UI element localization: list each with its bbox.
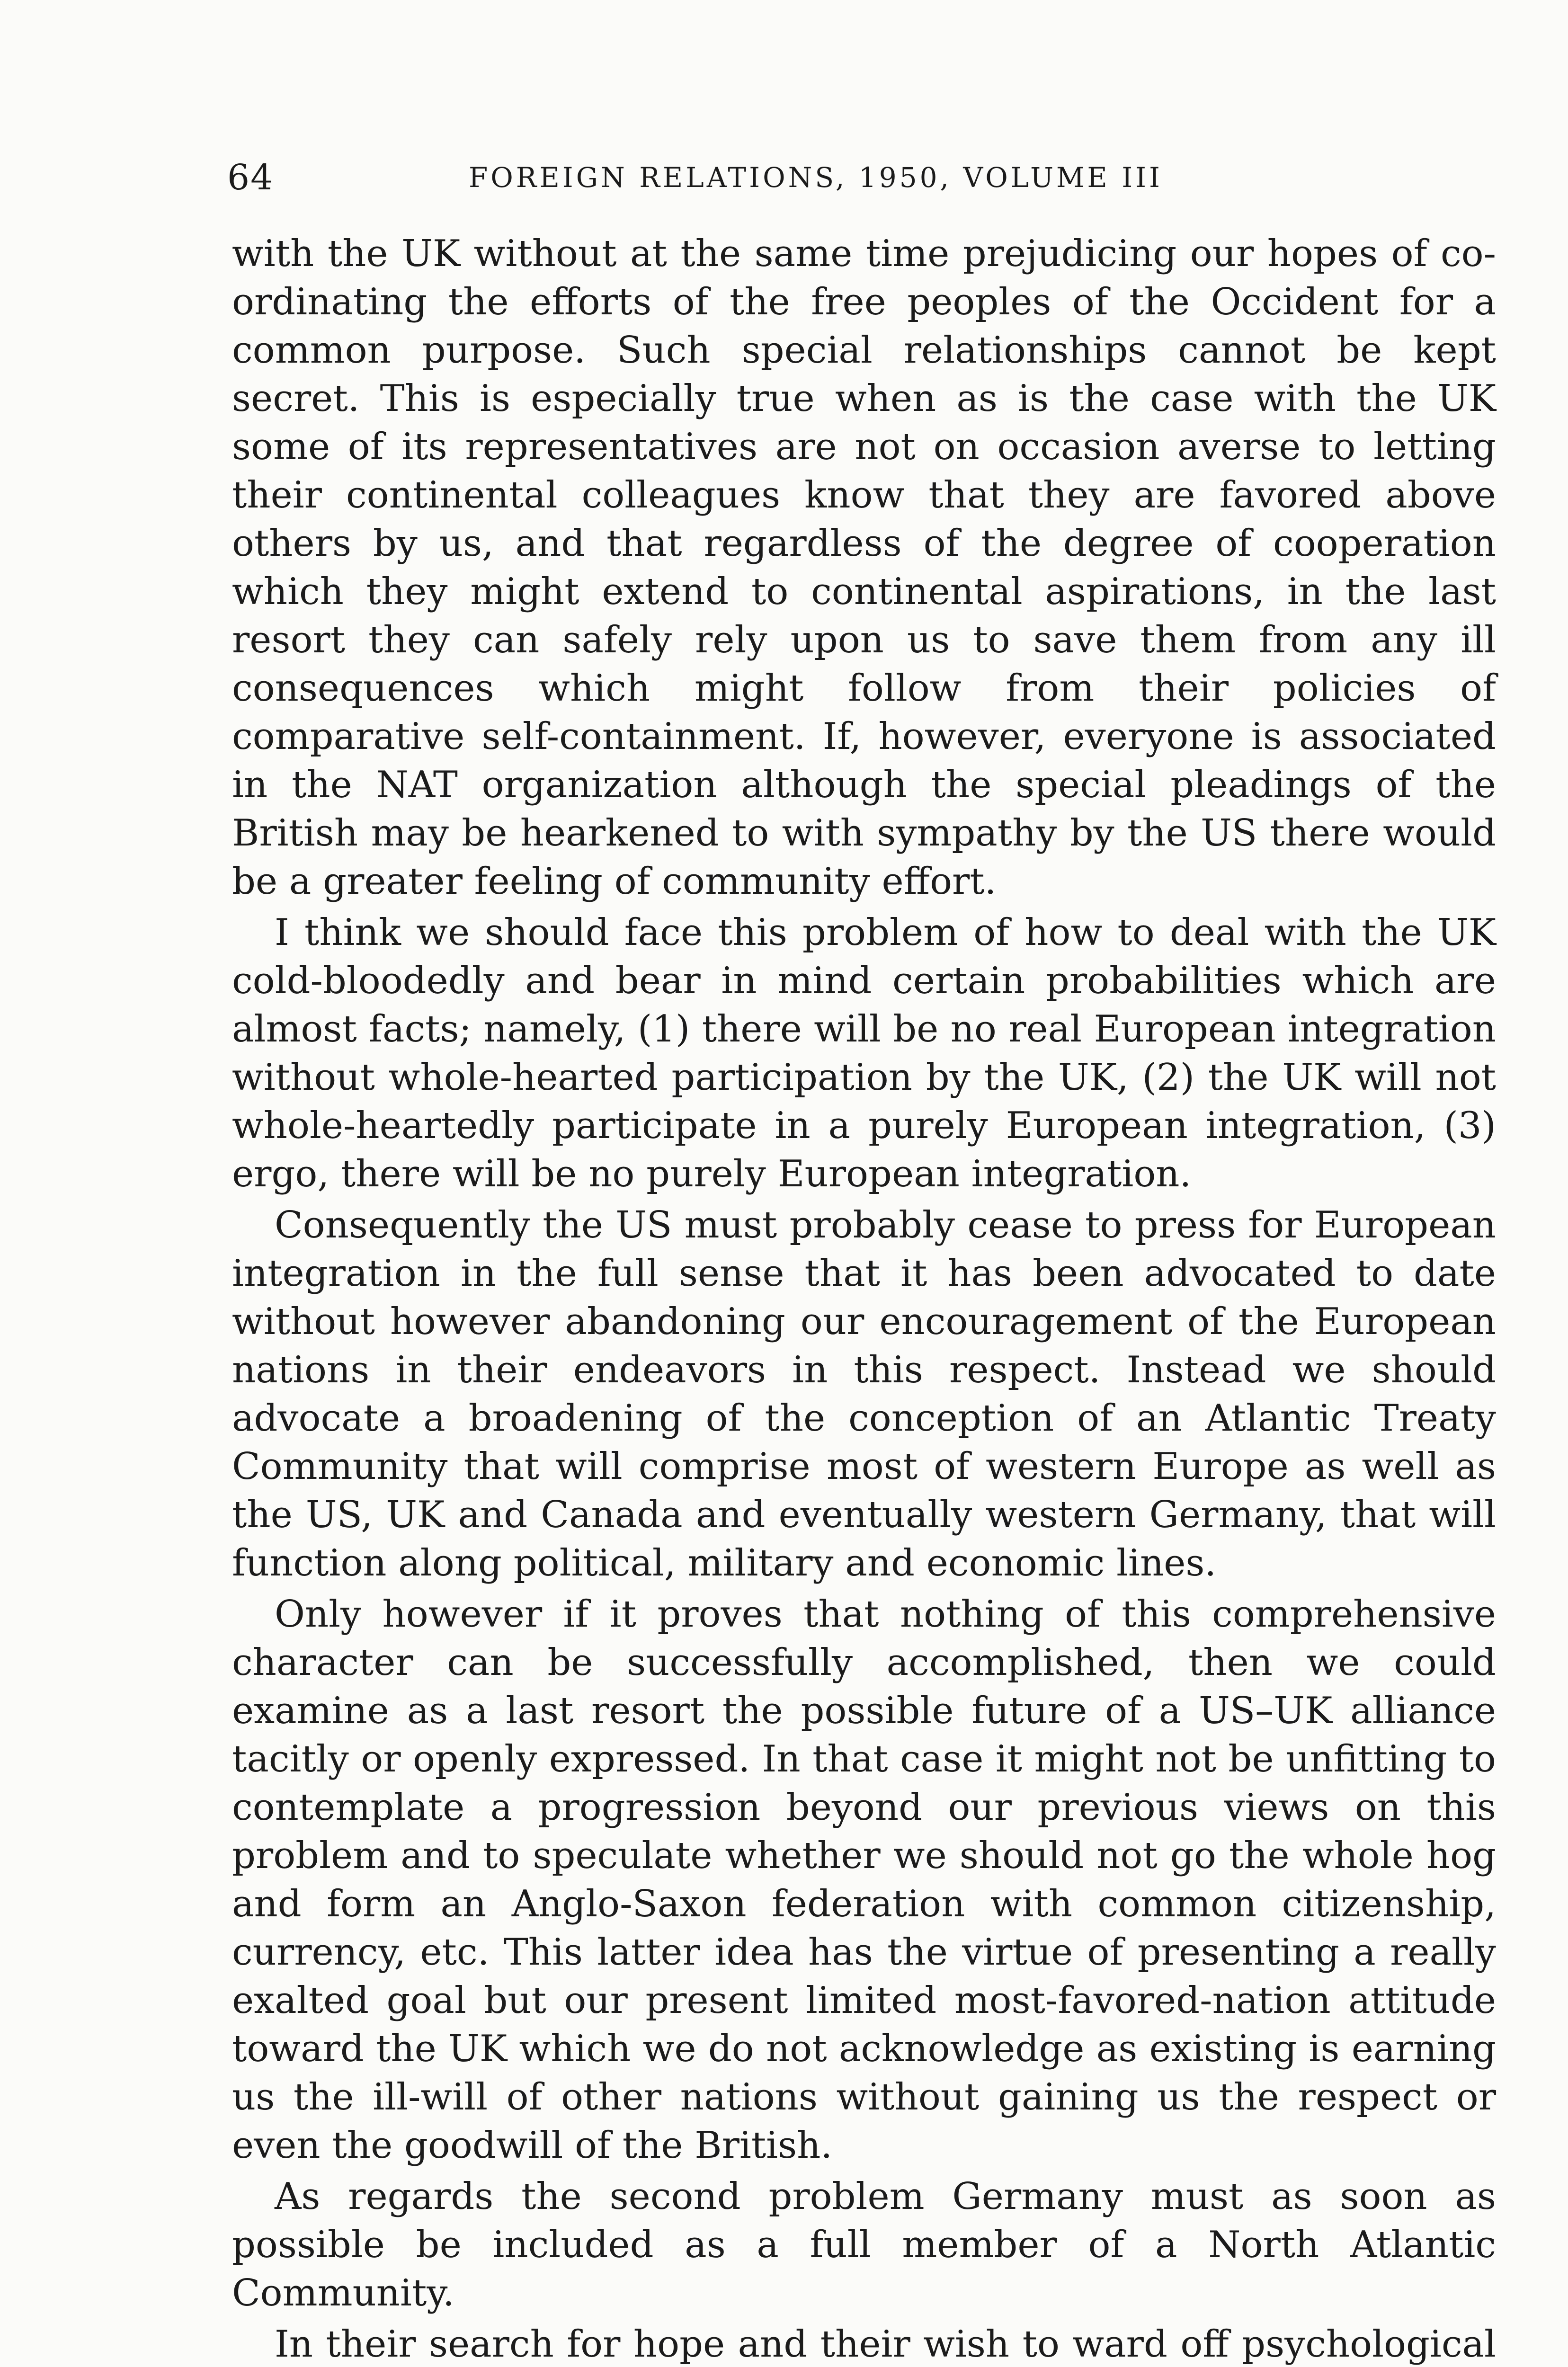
- body-text: [232, 230, 1496, 2367]
- paragraph-germany: As regards the second problem Germany must as soon as possible be included as a full member of a North Atlantic Community.: [232, 2175, 1496, 2314]
- paragraph-uk-problem: I think we should face this problem of how to deal with the UK cold-bloodedly and bear in mind certain probabilities which are almost facts; namely, (1) there will be no real European integration without whole-hearted participation by the UK, (2) the UK will not whole-heartedly participate in a purely European integration, (3) ergo, there will be no purely European integration.: [232, 911, 1496, 1195]
- page-number: 64: [227, 157, 274, 198]
- paragraph-continued: with the UK without at the same time prejudicing our hopes of co-ordinating the efforts of the free peoples of the Occident for a common purpose. Such special relationships cannot be kept secret. This is especially true when as is the case with the UK some of its representatives are not on occasion averse to letting their continental colleagues know that they are favored above others by us, and that regardless of the degree of cooperation which they might extend to continental aspirations, in the last resort they can safely rely upon us to save them from any ill consequences which might follow from their policies of comparative self-containment. If, however, everyone is associated in the NAT organization although the special pleadings of the British may be hearkened to with sympathy by the US there would be a greater feeling of community effort.: [232, 232, 1496, 903]
- page-header: [227, 151, 1496, 204]
- paragraph-us-uk-alliance: Only however if it proves that nothing of this comprehensive character can be successfully accomplished, then we could examine as a last resort the possible future of a US–UK alliance tacitly or openly expressed. In that case it might not be unfitting to contemplate a progression beyond our previous views on this problem and to speculate whether we should not go the whole hog and form an Anglo-Saxon federation with common citizenship, currency, etc. This latter idea has the virtue of presenting a really exalted goal but our present limited most-favored-nation attitude toward the UK which we do not acknowledge as existing is earning us the ill-will of other nations without gaining us the respect or even the goodwill of the British.: [232, 1593, 1496, 2167]
- running-title: FOREIGN RELATIONS, 1950, VOLUME III: [469, 161, 1163, 194]
- paragraph-guidance: In their search for hope and their wish to ward off psychological: [275, 2323, 1496, 2366]
- paragraph-atlantic-community: Consequently the US must probably cease to press for European integration in the full sense that it has been advocated to date without however abandoning our encouragement of the European nations in their endeavors in this respect. Instead we should advocate a broadening of the conception of an Atlantic Treaty Community that will comprise most of western Europe as well as the US, UK and Canada and eventually western Germany, that will function along political, military and economic lines.: [232, 1204, 1496, 1584]
